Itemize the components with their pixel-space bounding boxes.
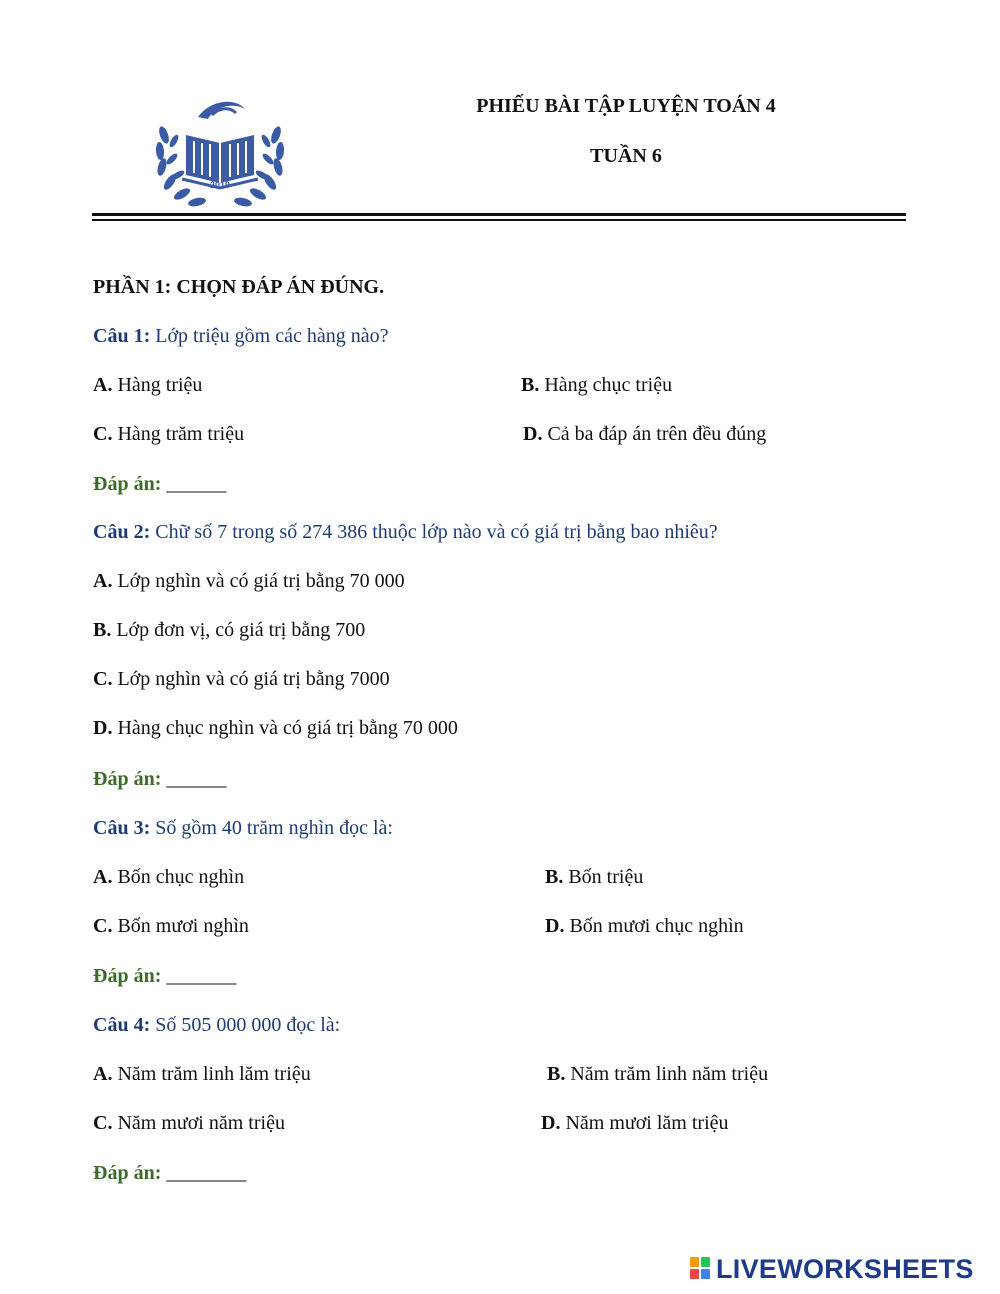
liveworksheets-wordmark: LIVEWORKSHEETS <box>716 1253 974 1284</box>
question-4 <box>93 1014 340 1037</box>
q3-answer-blank[interactable]: _______ <box>161 965 237 987</box>
q2-option-d[interactable]: D. Hàng chục nghìn và có giá trị bằng 70 000 <box>93 717 458 739</box>
question-4-text: Số 505 000 000 đọc là: <box>150 1014 341 1036</box>
question-1 <box>93 325 389 348</box>
q4-option-b[interactable]: B. Năm trăm linh năm triệu <box>547 1063 769 1085</box>
logo-year: 2019 <box>210 180 231 190</box>
header-divider-thin <box>92 219 906 221</box>
liveworksheets-brand <box>690 1255 974 1283</box>
q2-answer <box>93 768 226 791</box>
q1-option-b[interactable]: B. Hàng chục triệu <box>521 374 673 396</box>
question-3-text: Số gồm 40 trăm nghìn đọc là: <box>150 817 393 839</box>
q1-option-a[interactable]: A. Hàng triệu <box>93 374 203 396</box>
q1-option-c[interactable]: C. Hàng trăm triệu <box>93 423 245 445</box>
q4-option-a[interactable]: A. Năm trăm linh lăm triệu <box>93 1063 311 1085</box>
worksheet-week: TUẦN 6 <box>590 145 662 167</box>
q1-answer-blank[interactable]: ______ <box>161 473 227 495</box>
header-divider-thick <box>92 213 906 216</box>
worksheet-title: PHIẾU BÀI TẬP LUYỆN TOÁN 4 <box>476 95 776 117</box>
question-2-text: Chữ số 7 trong số 274 386 thuộc lớp nào và có giá trị bằng bao nhiêu? <box>150 521 718 543</box>
q4-answer <box>93 1162 246 1185</box>
laurel-book-emblem-icon <box>150 95 290 213</box>
q3-answer-label: Đáp án: <box>93 965 162 987</box>
question-3-label: Câu 3: <box>93 817 151 839</box>
q2-answer-blank[interactable]: ______ <box>161 768 227 790</box>
question-2-label: Câu 2: <box>93 521 151 543</box>
q3-answer <box>93 965 236 988</box>
question-1-text: Lớp triệu gồm các hàng nào? <box>150 325 389 347</box>
q4-option-c[interactable]: C. Năm mươi năm triệu <box>93 1112 285 1134</box>
q4-answer-label: Đáp án: <box>93 1162 162 1184</box>
school-logo <box>150 95 290 213</box>
q1-answer <box>93 473 226 496</box>
question-1-label: Câu 1: <box>93 325 151 347</box>
q2-option-a[interactable]: A. Lớp nghìn và có giá trị bằng 70 000 <box>93 570 405 592</box>
q3-option-b[interactable]: B. Bốn triệu <box>545 866 644 888</box>
liveworksheets-logo-icon <box>690 1257 712 1281</box>
section-title: PHẦN 1: CHỌN ĐÁP ÁN ĐÚNG. <box>93 276 385 298</box>
q3-option-a[interactable]: A. Bốn chục nghìn <box>93 866 245 888</box>
q4-option-d[interactable]: D. Năm mươi lăm triệu <box>541 1112 729 1134</box>
q2-answer-label: Đáp án: <box>93 768 162 790</box>
q2-option-c[interactable]: C. Lớp nghìn và có giá trị bằng 7000 <box>93 668 390 690</box>
q1-option-d[interactable]: D. Cả ba đáp án trên đều đúng <box>523 423 767 445</box>
question-4-label: Câu 4: <box>93 1014 151 1036</box>
q1-answer-label: Đáp án: <box>93 473 162 495</box>
q3-option-d[interactable]: D. Bốn mươi chục nghìn <box>545 915 744 937</box>
q3-option-c[interactable]: C. Bốn mươi nghìn <box>93 915 249 937</box>
q4-answer-blank[interactable]: ________ <box>161 1162 247 1184</box>
question-2 <box>93 521 718 544</box>
q2-option-b[interactable]: B. Lớp đơn vị, có giá trị bằng 700 <box>93 619 366 641</box>
question-3 <box>93 817 393 840</box>
